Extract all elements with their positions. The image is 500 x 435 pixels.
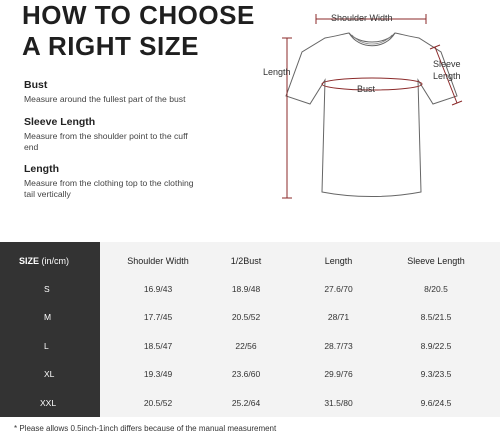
guide-length <box>24 163 244 200</box>
sleeve-label-line-2: Length <box>433 71 461 81</box>
tshirt-illustration <box>255 0 500 215</box>
guide-length-text: Measure from the clothing top to the clothing tail vertically <box>24 178 194 199</box>
table-cell: 25.2/64 <box>231 398 261 408</box>
table-cell: 8.9/22.5 <box>420 341 452 351</box>
page-title <box>22 0 282 62</box>
sleeve-length-tick-bottom <box>452 101 462 105</box>
guide-sleeve-length <box>24 116 244 153</box>
measurement-columns <box>100 242 500 417</box>
guide-bust-text: Measure around the fullest part of the bust <box>24 94 186 104</box>
guide-bust-heading: Bust <box>24 79 48 91</box>
table-cell: 22/56 <box>235 341 257 351</box>
sleeve-label-line-1: Sleeve <box>433 59 461 69</box>
guide-length-heading: Length <box>24 163 59 175</box>
table-cell: 8/20.5 <box>424 284 448 294</box>
sleeve-length-label <box>433 58 461 82</box>
measurement-footnote: * Please allows 0.5inch-1inch differs because of the manual measurement <box>14 424 277 433</box>
table-cell: 9.3/23.5 <box>420 369 452 379</box>
size-chart-table <box>0 242 500 417</box>
shoulder-width-label: Shoulder Width <box>331 13 393 23</box>
table-cell: 23.6/60 <box>231 369 261 379</box>
size-header-unit: (in/cm) <box>41 256 70 266</box>
guide-sleeve-text: Measure from the shoulder point to the cuff end <box>24 131 188 152</box>
size-header <box>19 256 69 266</box>
size-cell: M <box>44 312 52 322</box>
guide-bust <box>24 79 244 105</box>
table-cell: 18.9/48 <box>231 284 261 294</box>
column-header-half-bust: 1/2Bust <box>230 256 262 266</box>
table-cell: 31.5/80 <box>324 398 353 408</box>
size-cell: L <box>44 341 49 351</box>
table-cell: 29.9/76 <box>324 369 353 379</box>
table-cell: 9.6/24.5 <box>420 398 452 408</box>
title-line-2: A RIGHT SIZE <box>22 31 199 61</box>
column-header-length: Length <box>324 256 353 266</box>
table-cell: 20.5/52 <box>143 398 173 408</box>
title-line-1: HOW TO CHOOSE <box>22 0 255 30</box>
size-cell: S <box>44 284 50 294</box>
table-cell: 27.6/70 <box>324 284 353 294</box>
size-header-label: SIZE <box>19 256 40 266</box>
column-header-shoulder-width: Shoulder Width <box>127 256 189 266</box>
length-label: Length <box>263 67 291 77</box>
guide-sleeve-heading: Sleeve Length <box>24 116 96 128</box>
size-column <box>0 242 100 417</box>
table-cell: 19.3/49 <box>143 369 173 379</box>
table-cell: 20.5/52 <box>231 312 261 322</box>
table-cell: 28/71 <box>327 312 350 322</box>
size-cell: XL <box>44 369 55 379</box>
column-header-sleeve-length: Sleeve Length <box>407 256 465 266</box>
bust-label: Bust <box>357 84 376 94</box>
table-cell: 17.7/45 <box>143 312 173 322</box>
tshirt-measurement-diagram <box>255 0 500 215</box>
table-cell: 28.7/73 <box>324 341 353 351</box>
table-cell: 18.5/47 <box>143 341 173 351</box>
table-cell: 8.5/21.5 <box>420 312 452 322</box>
table-cell: 16.9/43 <box>143 284 173 294</box>
size-cell: XXL <box>40 398 57 408</box>
tshirt-outline <box>286 33 457 197</box>
